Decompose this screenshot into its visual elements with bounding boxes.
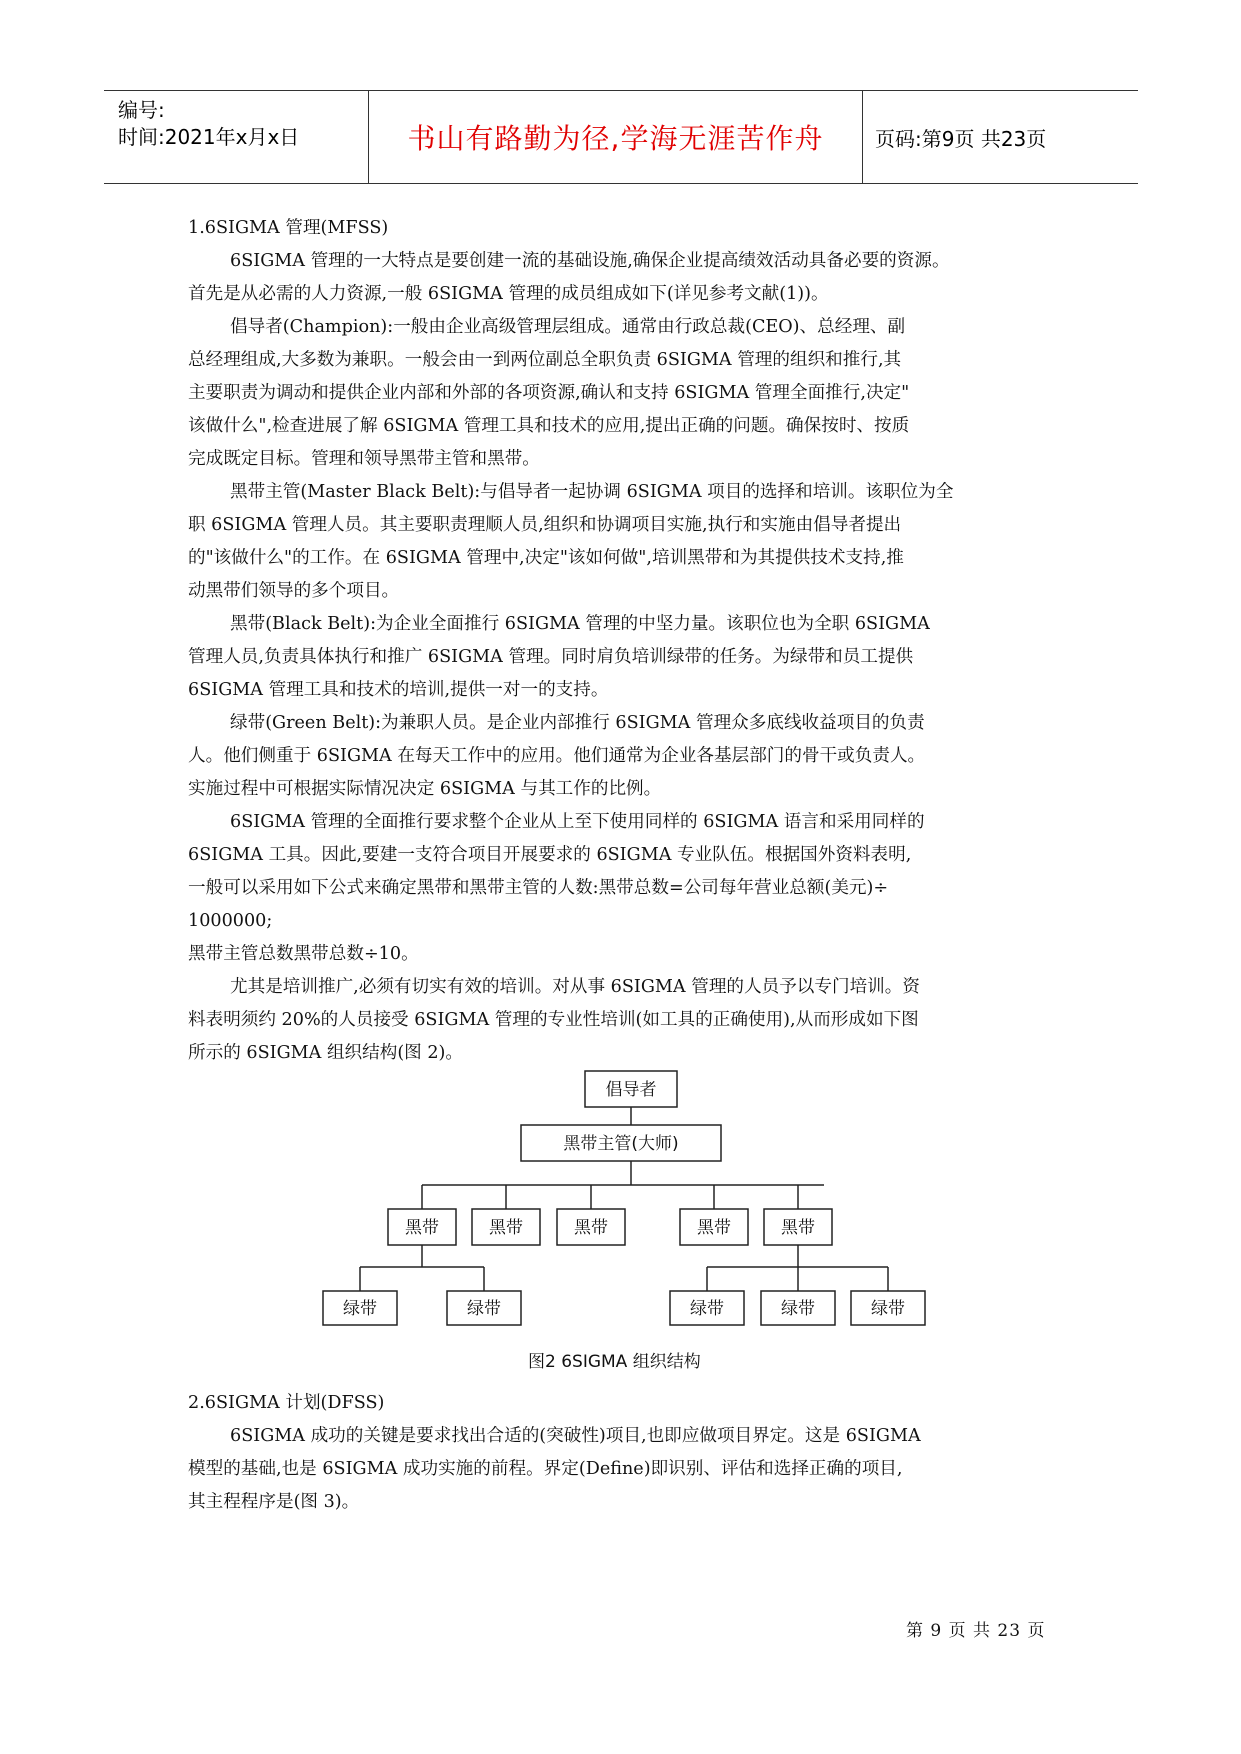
paragraph-line: 首先是从必需的人力资源,一般 6SIGMA 管理的成员组成如下(详见参考文献(1))。 [188,284,829,304]
black-belt-label: 黑带 [697,1218,731,1238]
paragraph-line: 模型的基础,也是 6SIGMA 成功实施的前程。界定(Define)即识别、评估和选择正确的项目, [188,1459,903,1479]
paragraph-line: 实施过程中可根据实际情况决定 6SIGMA 与其工作的比例。 [188,779,662,799]
section-heading-2: 2.6SIGMA 计划(DFSS) [188,1393,385,1413]
green-belt-label: 绿带 [690,1299,724,1319]
master-black-belt-label: 黑带主管(大师) [563,1134,679,1154]
paragraph-line: 职 6SIGMA 管理人员。其主要职责理顺人员,组织和协调项目实施,执行和实施由倡导者提出 [188,515,902,535]
paragraph-line: 的"该做什么"的工作。在 6SIGMA 管理中,决定"该如何做",培训黑带和为其提供技术支持,推 [188,548,904,568]
body-text [188,212,1066,1070]
paragraph-line: 6SIGMA 成功的关键是要求找出合适的(突破性)项目,也即应做项目界定。这是 6SIGMA [230,1426,921,1446]
green-belt-label: 绿带 [871,1299,905,1319]
black-belt-label: 黑带 [781,1218,815,1238]
black-belt-label: 黑带 [405,1218,439,1238]
paragraph-line: 所示的 6SIGMA 组织结构(图 2)。 [188,1043,464,1063]
paragraph-line: 一般可以采用如下公式来确定黑带和黑带主管的人数:黑带总数=公司每年营业总额(美元)÷ [188,878,889,898]
header-page-cell [863,91,1138,183]
green-belt-label: 绿带 [781,1299,815,1319]
paragraph-line: 黑带(Black Belt):为企业全面推行 6SIGMA 管理的中坚力量。该职位也为全职 6SIGMA [230,614,930,634]
green-belt-label: 绿带 [467,1299,501,1319]
motto: 书山有路勤为径,学海无涯苦作舟 [407,122,824,155]
paragraph-line: 主要职责为调动和提供企业内部和外部的各项资源,确认和支持 6SIGMA 管理全面推行,决定" [188,383,910,403]
paragraph-line: 绿带(Green Belt):为兼职人员。是企业内部推行 6SIGMA 管理众多底线收益项目的负责 [230,713,925,733]
paragraph-line: 黑带主管(Master Black Belt):与倡导者一起协调 6SIGMA 项目的选择和培训。该职位为全 [230,482,954,502]
paragraph-line: 料表明须约 20%的人员接受 6SIGMA 管理的专业性培训(如工具的正确使用),从而形成如下图 [188,1010,919,1030]
paragraph-line: 倡导者(Champion):一般由企业高级管理层组成。通常由行政总裁(CEO)、总经理、副 [230,317,906,337]
paragraph-line: 该做什么",检查进展了解 6SIGMA 管理工具和技术的应用,提出正确的问题。确保按时、按质 [188,416,910,436]
champion-label: 倡导者 [605,1080,657,1100]
black-belt-label: 黑带 [489,1218,523,1238]
paragraph-line: 动黑带们领导的多个项目。 [188,581,400,601]
header-left-cell [104,91,369,183]
paragraph-line: 总经理组成,大多数为兼职。一般会由一到两位副总全职负责 6SIGMA 管理的组织和推行,其 [188,350,902,370]
green-belt-label: 绿带 [343,1299,377,1319]
paragraph-line: 6SIGMA 工具。因此,要建一支符合项目开展要求的 6SIGMA 专业队伍。根据国外资料表明, [188,845,912,865]
paragraph-line: 其主程程序是(图 3)。 [188,1492,360,1512]
org-chart-figure [310,1065,930,1385]
paragraph-line: 黑带主管总数黑带总数÷10。 [188,944,419,964]
figure-caption: 图2 6SIGMA 组织结构 [528,1352,701,1372]
paragraph-line: 尤其是培训推广,必须有切实有效的培训。对从事 6SIGMA 管理的人员予以专门培训。资 [230,977,920,997]
paragraph-line: 人。他们侧重于 6SIGMA 在每天工作中的应用。他们通常为企业各基层部门的骨干或负责人。 [188,746,926,766]
header-table [104,90,1138,184]
black-belt-label: 黑带 [574,1218,608,1238]
paragraph-line: 6SIGMA 管理工具和技术的培训,提供一对一的支持。 [188,680,609,700]
section-heading-1: 1.6SIGMA 管理(MFSS) [188,218,389,238]
paragraph-line: 6SIGMA 管理的全面推行要求整个企业从上至下使用同样的 6SIGMA 语言和采用同样的 [230,812,925,832]
paragraph-line: 管理人员,负责具体执行和推广 6SIGMA 管理。同时肩负培训绿带的任务。为绿带和员工提供 [188,647,914,667]
page-footer: 第 9 页 共 23 页 [906,1621,1046,1641]
time-label: 时间:2021年x月x日 [118,125,300,149]
page-info: 页码:第9页 共23页 [875,126,1047,151]
paragraph-line: 6SIGMA 管理的一大特点是要创建一流的基础设施,确保企业提高绩效活动具备必要的资源。 [230,251,950,271]
section-2 [188,1387,1066,1519]
header-motto-cell [369,91,863,183]
paragraph-line: 完成既定目标。管理和领导黑带主管和黑带。 [188,449,540,469]
serial-label: 编号: [118,98,165,122]
org-chart [310,1065,930,1345]
paragraph-line: 1000000; [188,911,273,931]
